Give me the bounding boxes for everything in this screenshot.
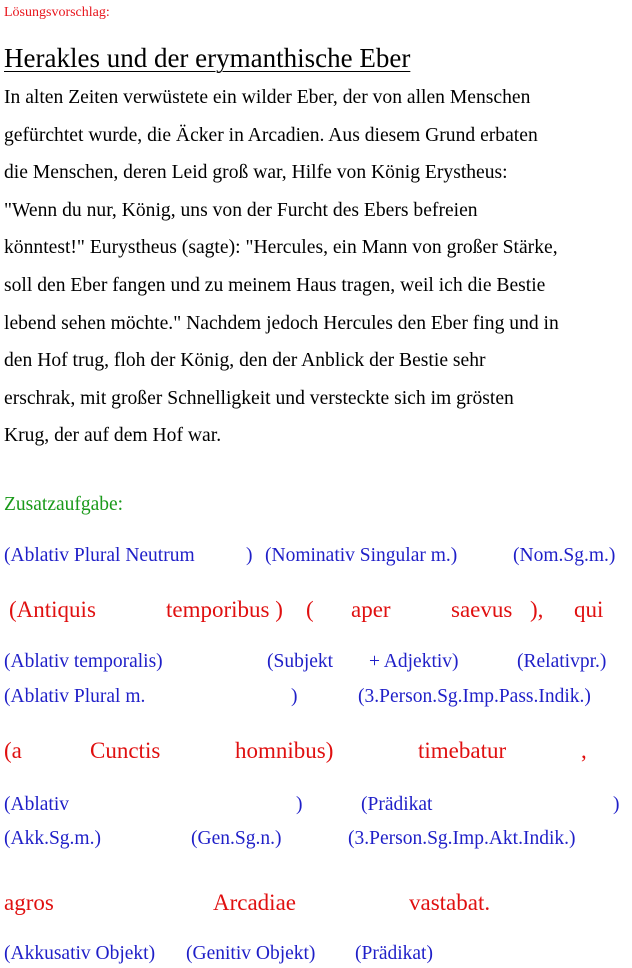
function-annotation: (Prädikat: [361, 794, 433, 815]
latin-word: homnibus): [235, 738, 334, 763]
translation-line: lebend sehen möchte." Nachdem jedoch Hercules den Eber fing und in: [4, 312, 559, 334]
function-annotation: (Akkusativ Objekt): [4, 943, 156, 964]
form-annotation: (Akk.Sg.m.): [4, 828, 101, 849]
function-annotation: (Prädikat): [355, 943, 433, 964]
latin-word: (a: [4, 738, 22, 763]
function-annotation: (Subjekt: [267, 651, 334, 672]
function-annotation: (Ablativ temporalis): [4, 651, 163, 672]
solution-label: Lösungsvorschlag:: [4, 5, 110, 20]
latin-word: vastabat.: [409, 890, 491, 915]
latin-word: ),: [530, 597, 544, 622]
function-annotation: (Relativpr.): [517, 651, 607, 672]
latin-word: saevus: [451, 597, 513, 622]
extra-task-heading: Zusatzaufgabe:: [4, 494, 124, 515]
form-annotation: (Nom.Sg.m.): [513, 545, 616, 566]
latin-word: (Antiquis: [9, 597, 96, 622]
translation-line: den Hof trug, floh der König, den der Anblick der Bestie sehr: [4, 350, 486, 372]
latin-word: (: [306, 597, 314, 622]
form-annotation: (Ablativ Plural m.: [4, 686, 146, 707]
form-annotation: (3.Person.Sg.Imp.Pass.Indik.): [358, 686, 591, 707]
translation-line: Krug, der auf dem Hof war.: [4, 425, 222, 447]
translation-line: die Menschen, deren Leid groß war, Hilfe von König Erystheus:: [4, 162, 508, 184]
latin-word: timebatur: [418, 738, 507, 763]
function-annotation: ): [296, 794, 303, 815]
translation-line: In alten Zeiten verwüstete ein wilder Eber, der von allen Menschen: [4, 87, 531, 108]
translation-line: gefürchtet wurde, die Äcker in Arcadien. Aus diesem Grund erbaten: [4, 124, 538, 146]
form-annotation: (Nominativ Singular m.): [265, 545, 458, 566]
function-annotation: + Adjektiv): [369, 651, 459, 672]
latin-word: ,: [581, 738, 587, 763]
latin-word: temporibus ): [166, 597, 283, 622]
page-title: Herakles und der erymanthische Eber: [4, 43, 411, 73]
translation-line: "Wenn du nur, König, uns von der Furcht des Ebers befreien: [4, 199, 478, 221]
latin-word: aper: [351, 597, 391, 622]
form-annotation: (Gen.Sg.n.): [191, 828, 282, 849]
function-annotation: (Ablativ: [4, 794, 69, 815]
function-annotation: ): [613, 794, 620, 815]
form-annotation: ): [246, 545, 253, 566]
latin-word: qui: [574, 597, 604, 622]
translation-line: soll den Eber fangen und zu meinem Haus tragen, weil ich die Bestie: [4, 274, 546, 296]
translation-line: erschrak, mit großer Schnelligkeit und versteckte sich im grösten: [4, 387, 514, 409]
form-annotation: (Ablativ Plural Neutrum: [4, 545, 195, 566]
form-annotation: (3.Person.Sg.Imp.Akt.Indik.): [348, 828, 576, 849]
latin-word: Arcadiae: [213, 890, 296, 915]
form-annotation: ): [291, 686, 298, 707]
latin-word: agros: [4, 890, 54, 915]
translation-line: könntest!" Eurystheus (sagte): "Hercules, ein Mann von großer Stärke,: [4, 237, 558, 259]
function-annotation: (Genitiv Objekt): [186, 943, 316, 964]
translation-paragraph: [4, 79, 630, 455]
latin-word: Cunctis: [90, 738, 161, 763]
